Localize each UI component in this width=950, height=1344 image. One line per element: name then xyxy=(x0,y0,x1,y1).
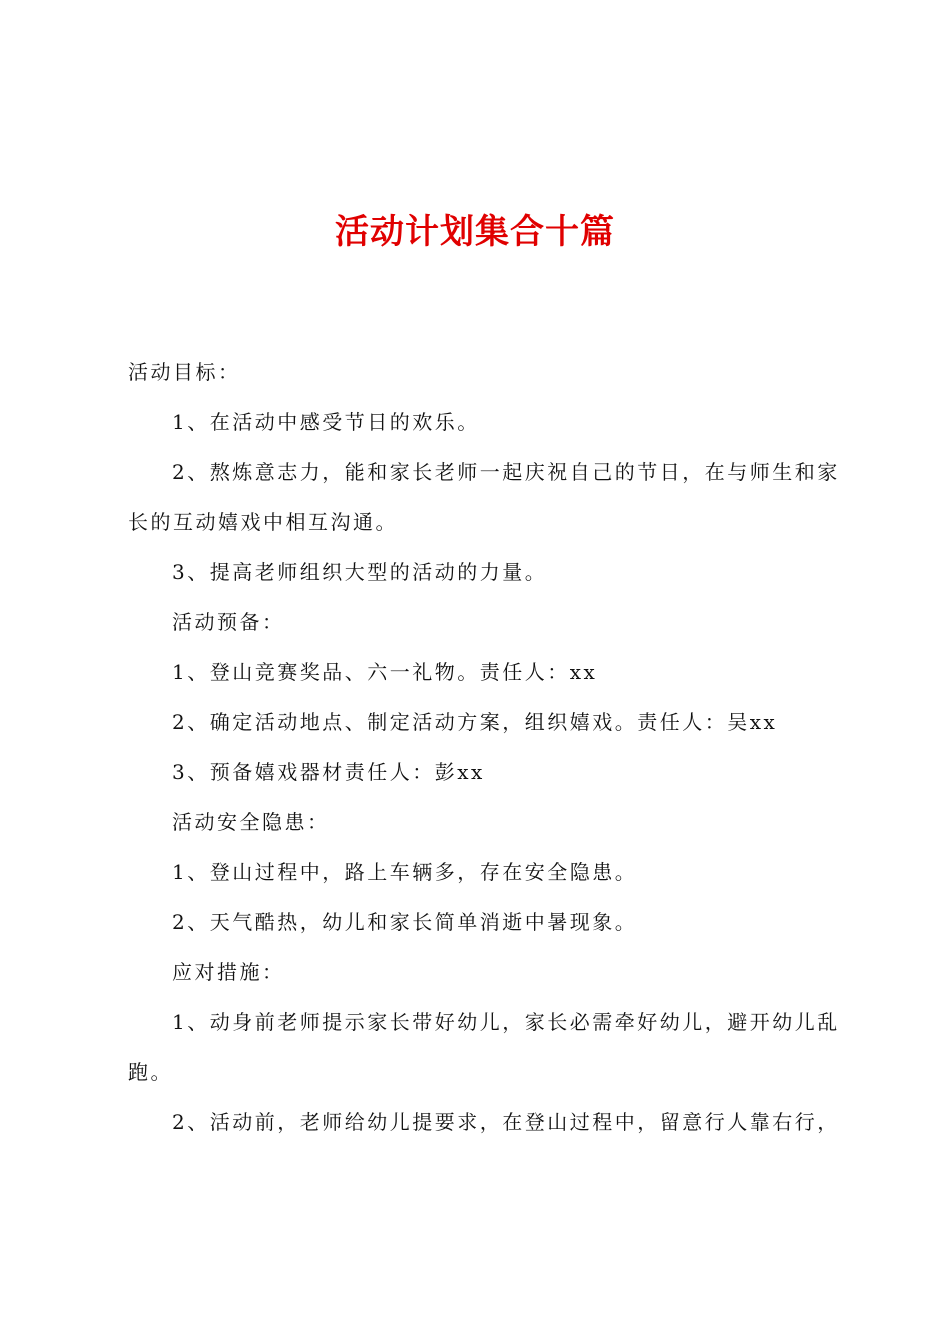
paragraph-line: 3、提高老师组织大型的活动的力量。 xyxy=(172,560,548,584)
paragraph-line: 跑。 xyxy=(128,1060,173,1084)
paragraph-line: 1、登山过程中，路上车辆多，存在安全隐患。 xyxy=(172,860,638,884)
section-heading-measures: 应对措施： xyxy=(172,960,285,984)
paragraph-line: 1、登山竞赛奖品、六一礼物。责任人：xx xyxy=(172,660,598,684)
page-title: 活动计划集合十篇 xyxy=(335,212,615,252)
paragraph-line: 2、熬炼意志力，能和家长老师一起庆祝自己的节日，在与师生和家 xyxy=(172,460,840,484)
paragraph-line: 长的互动嬉戏中相互沟通。 xyxy=(128,510,398,534)
paragraph-line: 2、活动前，老师给幼儿提要求，在登山过程中，留意行人靠右行， xyxy=(172,1110,840,1134)
paragraph-line: 1、在活动中感受节日的欢乐。 xyxy=(172,410,480,434)
section-heading-goals: 活动目标： xyxy=(128,360,241,384)
paragraph-line: 1、动身前老师提示家长带好幼儿，家长必需牵好幼儿，避开幼儿乱 xyxy=(172,1010,840,1034)
paragraph-line: 2、天气酷热，幼儿和家长简单消逝中暑现象。 xyxy=(172,910,638,934)
paragraph-line: 2、确定活动地点、制定活动方案，组织嬉戏。责任人：吴xx xyxy=(172,710,778,734)
document-body xyxy=(128,347,840,1147)
paragraph-line: 3、预备嬉戏器材责任人：彭xx xyxy=(172,760,485,784)
section-heading-preparation: 活动预备： xyxy=(172,610,285,634)
section-heading-safety: 活动安全隐患： xyxy=(172,810,330,834)
